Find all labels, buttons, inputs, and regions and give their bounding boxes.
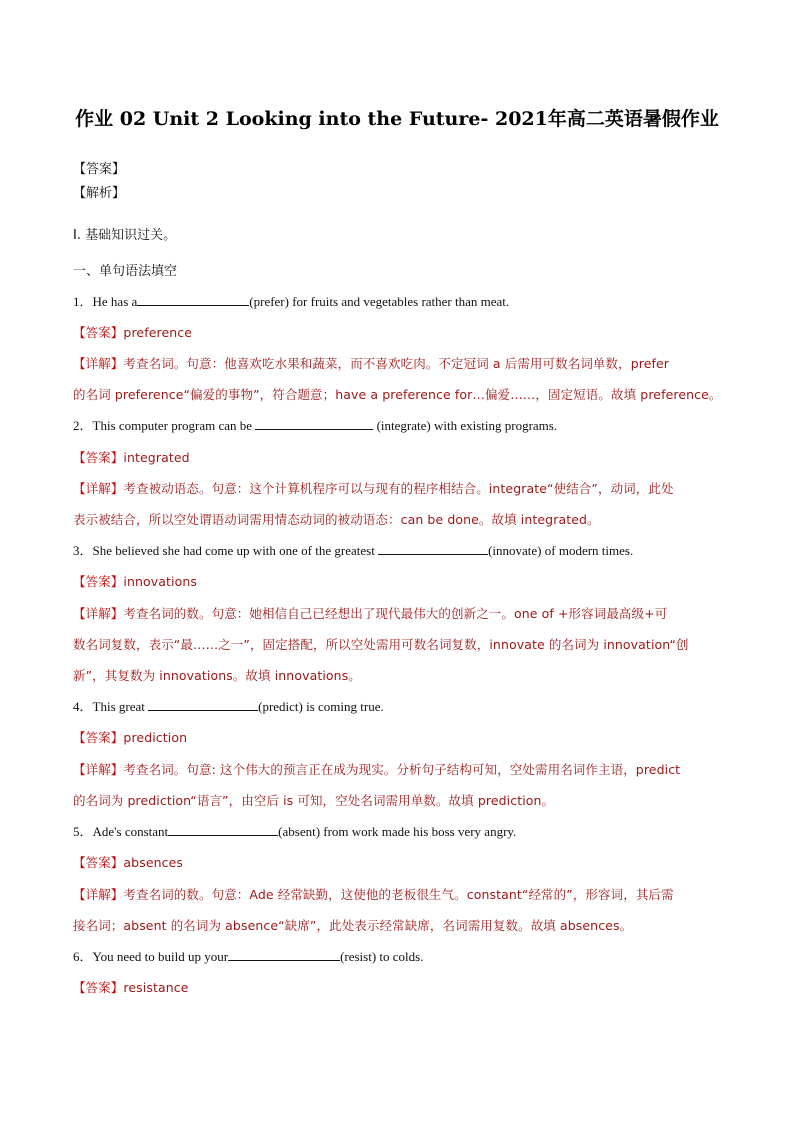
- detail-line-4a: [73, 760, 733, 780]
- section-grammar-fill: 一、单句语法填空: [73, 264, 178, 279]
- question-text-after: (predict) is coming true.: [258, 699, 384, 714]
- question-text-after: (innovate) of modern times.: [488, 543, 634, 558]
- answer-blank[interactable]: [228, 948, 340, 961]
- question-number: 5．: [73, 824, 93, 839]
- answer-value: innovations: [123, 574, 197, 589]
- answer-tag: 【答案】: [73, 450, 124, 465]
- detail-tag: 【详解】: [73, 481, 124, 496]
- question-text-before: Ade's constant: [92, 824, 169, 839]
- answer-value: preference: [123, 325, 193, 340]
- answer-line-4: [73, 728, 733, 748]
- question-6: [73, 947, 733, 967]
- page-title: 作业 02 Unit 2 Looking into the Future- 2021年高二英语暑假作业: [75, 108, 719, 130]
- answer-tag: 【答案】: [73, 855, 124, 870]
- detail-line-2a: [73, 479, 733, 499]
- detail-tag: 【详解】: [73, 606, 124, 621]
- detail-line-5a: [73, 885, 733, 905]
- answer-tag: 【答案】: [73, 730, 124, 745]
- question-5: [73, 822, 733, 842]
- question-text-before: She believed she had come up with one of the greatest: [92, 543, 375, 558]
- detail-text: 考查名词。句意: 这个伟大的预言正在成为现实。分析句子结构可知，空处需用名词作主语，predict: [123, 762, 681, 777]
- detail-tag: 【详解】: [73, 356, 124, 371]
- answer-line-5: [73, 853, 733, 873]
- answer-blank[interactable]: [255, 417, 373, 430]
- question-number: 2．: [73, 418, 93, 433]
- detail-line-3a: [73, 604, 733, 624]
- question-number: 6．: [73, 949, 93, 964]
- answer-value: prediction: [123, 730, 188, 745]
- question-number: 1．: [73, 294, 93, 309]
- answer-line-3: [73, 572, 733, 592]
- detail-line-4b: 的名词为 prediction“语言”，由空后 is 可知，空处名词需用单数。故填 prediction。: [73, 793, 555, 808]
- answer-value: absences: [123, 855, 184, 870]
- detail-text: 考查被动语态。句意：这个计算机程序可以与现有的程序相结合。integrate“使结合”，动词，此处: [123, 481, 674, 496]
- question-1: [73, 292, 733, 312]
- question-number: 3．: [73, 543, 93, 558]
- detail-line-1a: [73, 354, 733, 374]
- detail-text: 考查名词的数。句意：她相信自己已经想出了现代最伟大的创新之一。one of +形容词最高级+可: [123, 606, 668, 621]
- answer-blank[interactable]: [148, 698, 258, 711]
- detail-tag: 【详解】: [73, 887, 124, 902]
- question-text-after: (absent) from work made his boss very angry.: [278, 824, 517, 839]
- detail-line-3b: 数名词复数，表示“最……之一”，固定搭配，所以空处需用可数名词复数，innovate 的名词为 innovation“创: [73, 637, 689, 652]
- question-4: [73, 697, 733, 717]
- answer-blank[interactable]: [378, 542, 488, 555]
- question-text-after: (resist) to colds.: [340, 949, 424, 964]
- detail-line-1b: 的名词 preference“偏爱的事物”，符合题意；have a preference for…偏爱……，固定短语。故填 preference。: [73, 387, 722, 402]
- detail-line-3c: 新”，其复数为 innovations。故填 innovations。: [73, 668, 361, 683]
- answer-value: resistance: [123, 980, 189, 995]
- detail-tag: 【详解】: [73, 762, 124, 777]
- detail-line-2b: 表示被结合，所以空处谓语动词需用情态动词的被动语态：can be done。故填 integrated。: [73, 512, 600, 527]
- question-text-before: You need to build up your: [92, 949, 229, 964]
- answer-tag: 【答案】: [73, 325, 124, 340]
- question-text-after: (prefer) for fruits and vegetables rather than meat.: [249, 294, 510, 309]
- answer-tag: 【答案】: [73, 574, 124, 589]
- question-text-before: This computer program can be: [92, 418, 253, 433]
- answer-header: 【答案】: [73, 162, 126, 177]
- answer-blank[interactable]: [137, 293, 249, 306]
- question-text-before: He has a: [92, 294, 138, 309]
- question-number: 4．: [73, 699, 93, 714]
- detail-text: 考查名词的数。句意：Ade 经常缺勤，这使他的老板很生气。constant“经常的”，形容词，其后需: [123, 887, 674, 902]
- detail-text: 考查名词。句意：他喜欢吃水果和蔬菜，而不喜欢吃肉。不定冠词 a 后需用可数名词单数，prefer: [123, 356, 670, 371]
- detail-line-5b: 接名词；absent 的名词为 absence“缺席”，此处表示经常缺席，名词需用复数。故填 absences。: [73, 918, 633, 933]
- answer-line-1: [73, 323, 733, 343]
- question-text-after: (integrate) with existing programs.: [376, 418, 558, 433]
- answer-blank[interactable]: [168, 823, 278, 836]
- question-2: [73, 416, 733, 436]
- analysis-header: 【解析】: [73, 186, 126, 201]
- section-basic-knowledge: I. 基础知识过关。: [73, 228, 177, 243]
- question-text-before: This great: [92, 699, 145, 714]
- answer-line-2: [73, 448, 733, 468]
- answer-tag: 【答案】: [73, 980, 124, 995]
- answer-value: integrated: [123, 450, 190, 465]
- answer-line-6: [73, 978, 733, 998]
- question-3: [73, 541, 733, 561]
